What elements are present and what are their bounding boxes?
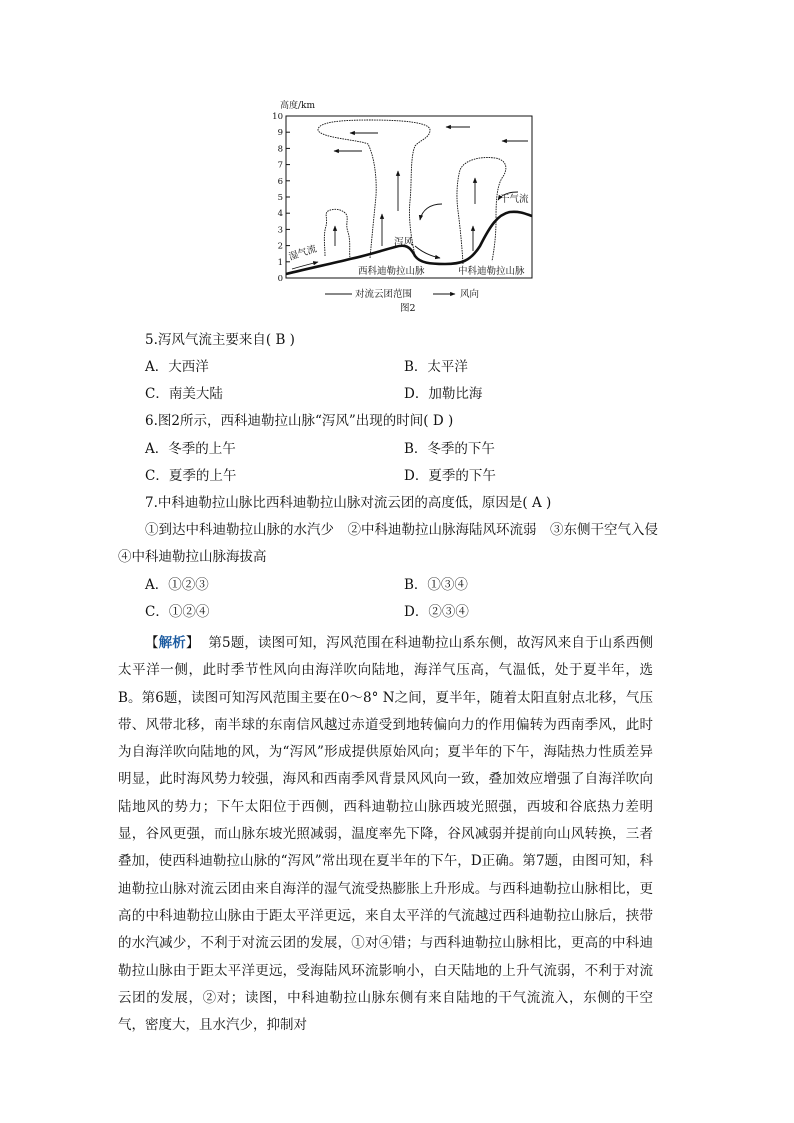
legend-cloud-label: 对流云团范围 [355,289,413,300]
wind-arrow-curve-mid [420,204,442,220]
y-tick-6: 6 [277,176,283,187]
question-5-option-d: D．加勒比海 [404,386,483,402]
y-tick-10: 10 [272,112,283,122]
y-axis-label: 高度/km [280,101,316,111]
label-central-range: 中科迪勒拉山脉 [458,266,525,277]
question-6-option-c: C．夏季的上午 [145,468,237,484]
y-ticks [272,112,290,284]
analysis-paragraph [118,630,653,1039]
question-5-option-b: B．太平洋 [404,359,468,375]
question-6-option-b: B．冬季的下午 [404,441,495,457]
figure-2-diagram [270,96,540,316]
y-tick-8: 8 [277,144,283,155]
cloud-right [457,158,506,265]
question-6-option-d: D．夏季的下午 [404,468,496,484]
label-west-range: 西科迪勒拉山脉 [358,266,425,277]
question-7-option-b: B．①③④ [404,577,468,593]
question-6-stem: 6.图2所示，西科迪勒拉山脉“泻风”出现的时间( D ) [145,413,454,429]
analysis-tag: 【解析】 [145,635,200,651]
y-tick-5: 5 [277,193,283,203]
y-tick-3: 3 [277,225,283,236]
question-5-stem: 5.泻风气流主要来自( B ) [145,332,295,348]
cloud-small-left [324,209,350,258]
analysis-text: 第5题，读图可知，泻风范围在科迪勒拉山系东侧，故泻风来自于山系西侧太平洋一侧，此时季节性风向由海洋吹向陆地，海洋气压高，气温低，处于夏半年，选B。第6题，读图可知泻风范围主要在0～8° N之间，夏半年，随着太阳直射点北移，气压带、风带北移，南半球的东南信风越过赤道受到地转偏向力的作用偏转为西南季风，此时为自海洋吹向陆地的风，为“泻风”形成提供原始风向；夏半年的下午，海陆热力性质差异明显，此时海风势力较强，海风和西南季风背景风风向一致，叠加效应增强了自海洋吹向陆地风的势力；下午太阳位于西侧，西科迪勒拉山脉西坡光照强，西坡和谷底热力差明显，谷风更强，而山脉东坡光照减弱，温度率先下降，谷风减弱并提前向山风转换，三者叠加，使西科迪勒拉山脉的“泻风”常出现在夏半年的下午，D正确。第7题，由图可知，科迪勒拉山脉对流云团由来自海洋的湿气流受热膨胀上升形成。与西科迪勒拉山脉相比，更高的中科迪勒拉山脉由于距太平洋更远，来自太平洋的气流越过西科迪勒拉山脉后，挟带的水汽减少，不利于对流云团的发展，①对④错；与西科迪勒拉山脉相比，更高的中科迪勒拉山脉由于距太平洋更远，受海陆风环流影响小，白天陆地的上升气流弱，不利于对流云团的发展，②对；读图，中科迪勒拉山脉东侧有来自陆地的干气流流入，东侧的干空气，密度大，且水汽少，抑制对 [118,635,654,1034]
y-tick-1: 1 [277,257,283,268]
y-tick-4: 4 [277,209,283,220]
question-5-option-c: C．南美大陆 [145,386,223,402]
y-tick-0: 0 [277,274,283,284]
label-dry-airflow: 干气流 [500,194,529,205]
question-7-statements-line1: ①到达中科迪勒拉山脉的水汽少 ②中科迪勒拉山脉海陆风环流弱 ③东侧干空气入侵 [145,522,658,538]
label-xiefeng: 泻风 [394,237,414,248]
question-7-option-d: D．②③④ [404,604,469,620]
label-wet-airflow: 湿气流 [287,243,319,263]
question-6-option-a: A．冬季的上午 [145,441,236,457]
question-5-option-a: A．大西洋 [145,359,209,375]
wind-arrow-xiefeng [415,246,440,258]
y-tick-9: 9 [277,128,283,139]
analysis-tag-text: 解析 [158,635,186,651]
legend-wind-label: 风向 [460,289,480,300]
plot-frame [286,116,532,278]
question-7-stem: 7.中科迪勒拉山脉比西科迪勒拉山脉对流云团的高度低，原因是( A ) [145,495,552,511]
y-tick-2: 2 [277,241,283,252]
figure-caption: 图2 [400,303,416,314]
question-7-statements-line2: ④中科迪勒拉山脉海拔高 [118,549,267,565]
y-tick-7: 7 [277,160,283,171]
question-7-option-c: C．①②④ [145,604,210,620]
question-7-option-a: A．①②③ [145,577,209,593]
